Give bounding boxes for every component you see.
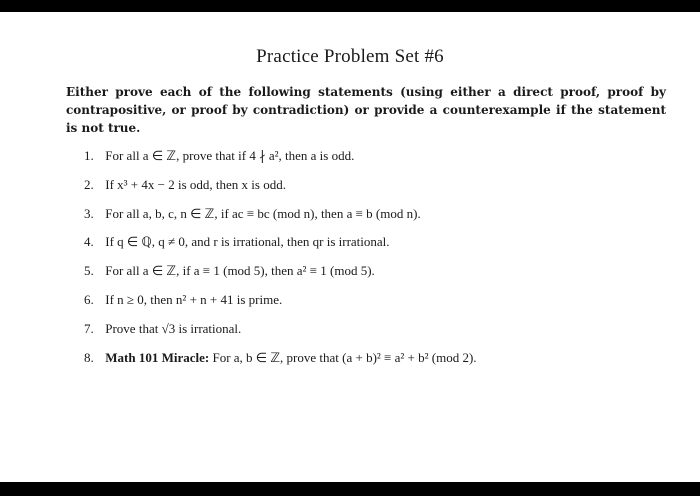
document-page bbox=[0, 12, 700, 482]
problem-number: 2. bbox=[84, 176, 94, 192]
problem-number: 7. bbox=[84, 320, 94, 336]
problem-item bbox=[84, 233, 674, 262]
problem-text: Prove that √3 is irrational. bbox=[105, 320, 242, 336]
problem-item bbox=[84, 147, 674, 176]
problem-number: 4. bbox=[84, 234, 94, 250]
problem-number: 8. bbox=[84, 349, 94, 365]
problem-text: For all a ∈ ℤ, if a ≡ 1 (mod 5), then a² ≡ 1 (mod 5). bbox=[105, 263, 375, 279]
problem-list bbox=[84, 147, 674, 377]
problem-item bbox=[84, 349, 674, 378]
problem-text: If n ≥ 0, then n² + n + 41 is prime. bbox=[105, 291, 283, 307]
problem-number: 6. bbox=[84, 291, 94, 307]
problem-text: If q ∈ ℚ, q ≠ 0, and r is irrational, then qr is irrational. bbox=[105, 234, 390, 250]
problem-number: 3. bbox=[84, 205, 94, 221]
problem-text: For all a ∈ ℤ, prove that if 4 ∤ a², then a is odd. bbox=[105, 148, 355, 163]
problem-item bbox=[84, 176, 674, 205]
problem-item bbox=[84, 262, 674, 291]
problem-bold-label: Math 101 Miracle: bbox=[105, 349, 210, 365]
problem-text: For a, b ∈ ℤ, prove that (a + b)² ≡ a² + b² (mod 2). bbox=[212, 349, 477, 365]
problem-item bbox=[84, 205, 674, 234]
problem-item bbox=[84, 320, 674, 349]
problem-text: If x³ + 4x − 2 is odd, then x is odd. bbox=[105, 176, 286, 192]
problem-text: For all a, b, c, n ∈ ℤ, if ac ≡ bc (mod n), then a ≡ b (mod n). bbox=[105, 205, 421, 221]
instructions-text: Either prove each of the following statements (using either a direct proof, proof by contrapositive, or proof by contradiction) or provide a counterexample if the statement is not true. bbox=[66, 85, 666, 135]
problem-number: 1. bbox=[84, 148, 94, 163]
page-title: Practice Problem Set #6 bbox=[256, 46, 444, 67]
problem-item bbox=[84, 291, 674, 320]
problem-number: 5. bbox=[84, 263, 94, 279]
